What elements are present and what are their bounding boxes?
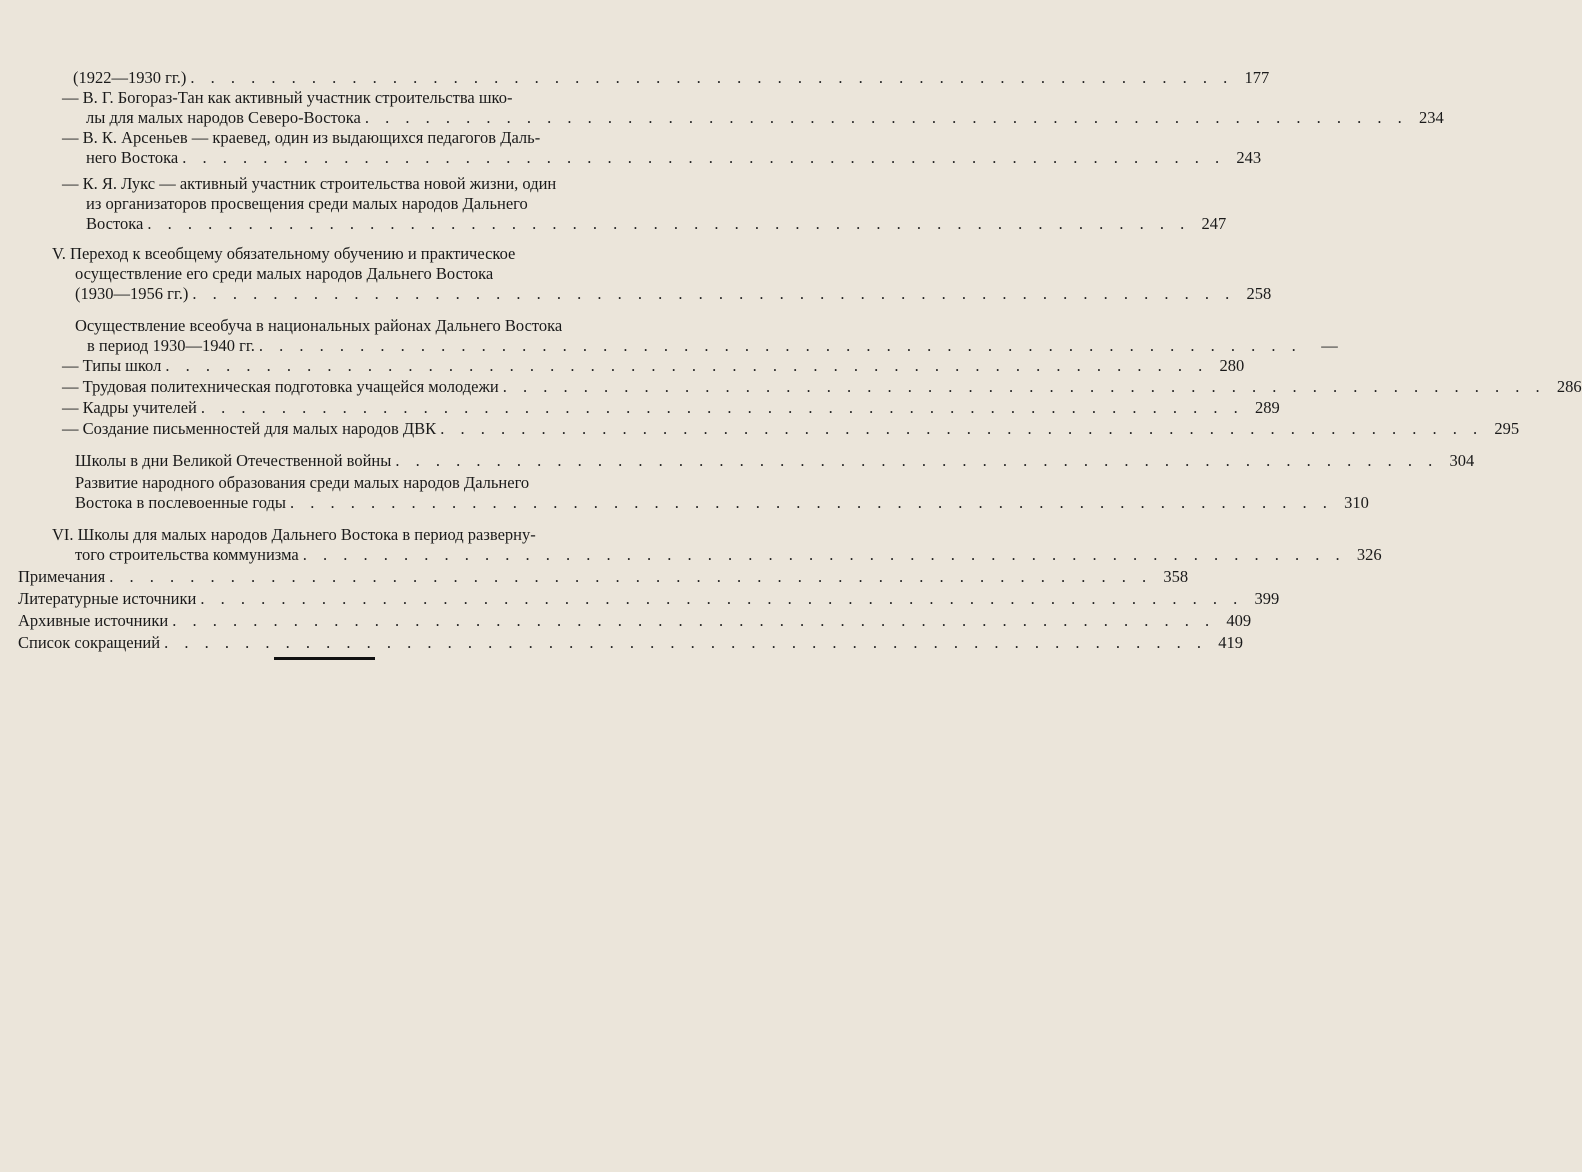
leader-dots: . . . . . . . . . . . . . . . . . . . . . . . . . . . . . . . . . . . . . . . . . . . . . . . . . . . . <box>192 284 1236 303</box>
toc-entry <box>18 589 1280 609</box>
toc-entry <box>75 316 1338 356</box>
page-number: 409 <box>1226 611 1252 630</box>
toc-entry-text: из организаторов просвещения среди малых народов Дальнего <box>86 194 528 213</box>
toc-entry <box>52 525 1382 565</box>
leader-dots: . . . . . . . . . . . . . . . . . . . . . . . . . . . . . . . . . . . . . . . . . . . . . . . . . . . . <box>258 336 1302 355</box>
toc-entry <box>18 611 1252 631</box>
toc-entry-text: — К. Я. Лукс — активный участник строительства новой жизни, один <box>62 174 557 193</box>
toc-entry-text: в период 1930—1940 гг. <box>87 336 255 355</box>
page-number: 286 <box>1556 377 1582 396</box>
page-number: 289 <box>1255 398 1280 417</box>
toc-entry <box>62 419 1520 439</box>
leader-dots: . . . . . . . . . . . . . . . . . . . . . . . . . . . . . . . . . . . . . . . . . . . . . . . . . . . . <box>200 589 1244 608</box>
toc-entry-text: — Типы школ <box>62 356 162 375</box>
toc-entry <box>18 567 1189 587</box>
toc-entry-text: осуществление его среди малых народов Дальнего Востока <box>75 264 494 283</box>
page-number: 243 <box>1236 148 1262 167</box>
toc-entry-text: — Трудовая политехническая подготовка учащейся молодежи <box>62 377 499 396</box>
page-number: 280 <box>1219 356 1245 375</box>
page-number: 419 <box>1218 633 1243 652</box>
page-number: 399 <box>1254 589 1280 608</box>
toc-entry <box>75 451 1475 471</box>
toc-entry-text: — Кадры учителей <box>62 398 197 417</box>
toc-entry-text: Архивные источники <box>18 611 169 630</box>
toc-entry-text: (1922—1930 гг.) <box>73 68 187 87</box>
toc-entry-text: (1930—1956 гг.) <box>75 284 189 303</box>
page-number: 304 <box>1449 451 1475 470</box>
leader-dots: . . . . . . . . . . . . . . . . . . . . . . . . . . . . . . . . . . . . . . . . . . . . . . . . . . . . <box>165 356 1209 375</box>
page-number: 177 <box>1244 68 1270 87</box>
toc-entry-text: — Создание письменностей для малых народов ДВК <box>62 419 437 438</box>
page-number: 258 <box>1246 284 1272 303</box>
toc-entry-text: лы для малых народов Северо-Востока <box>86 108 361 127</box>
toc-entry-text: Литературные источники <box>18 589 197 608</box>
page-number: 326 <box>1356 545 1382 564</box>
leader-dots: . . . . . . . . . . . . . . . . . . . . . . . . . . . . . . . . . . . . . . . . . . . . . . . . . . . . <box>164 633 1207 652</box>
toc-entry <box>52 244 1272 304</box>
leader-dots: . . . . . . . . . . . . . . . . . . . . . . . . . . . . . . . . . . . . . . . . . . . . . . . . . . . . <box>190 68 1234 87</box>
page-number: 310 <box>1344 493 1369 512</box>
toc-entry-text: Осуществление всеобуча в национальных районах Дальнего Востока <box>75 316 563 335</box>
leader-dots: . . . . . . . . . . . . . . . . . . . . . . . . . . . . . . . . . . . . . . . . . . . . . . . . . . . . <box>364 108 1408 127</box>
leader-dots: . . . . . . . . . . . . . . . . . . . . . . . . . . . . . . . . . . . . . . . . . . . . . . . . . . . . <box>440 419 1484 438</box>
toc-entry-text: Востока в послевоенные годы <box>75 493 286 512</box>
toc-entry-text: V. Переход к всеобщему обязательному обучению и практическое <box>52 244 516 263</box>
table-of-contents <box>0 68 1582 653</box>
page-number: — <box>1321 336 1338 355</box>
toc-entry <box>62 356 1245 376</box>
toc-entry-text: него Востока <box>86 148 179 167</box>
toc-entry <box>62 88 1444 128</box>
leader-dots: . . . . . . . . . . . . . . . . . . . . . . . . . . . . . . . . . . . . . . . . . . . . . . . . . . . . <box>172 611 1216 630</box>
leader-dots: . . . . . . . . . . . . . . . . . . . . . . . . . . . . . . . . . . . . . . . . . . . . . . . . . . . . <box>302 545 1346 564</box>
page-number: 358 <box>1163 567 1189 586</box>
toc-entry <box>62 377 1582 397</box>
toc-entry <box>75 473 1369 513</box>
toc-entry-text: Востока <box>86 214 144 233</box>
toc-entry-text: VI. Школы для малых народов Дальнего Востока в период разверну- <box>52 525 536 544</box>
leader-dots: . . . . . . . . . . . . . . . . . . . . . . . . . . . . . . . . . . . . . . . . . . . . . . . . . . . . <box>109 567 1153 586</box>
toc-entry <box>62 174 1227 234</box>
leader-dots: . . . . . . . . . . . . . . . . . . . . . . . . . . . . . . . . . . . . . . . . . . . . . . . . . . . . <box>200 398 1244 417</box>
toc-entry-text: Развитие народного образования среди малых народов Дальнего <box>75 473 530 492</box>
leader-dots: . . . . . . . . . . . . . . . . . . . . . . . . . . . . . . . . . . . . . . . . . . . . . . . . . . . . <box>182 148 1226 167</box>
toc-entry-text: Школы в дни Великой Отечественной войны <box>75 451 392 470</box>
leader-dots: . . . . . . . . . . . . . . . . . . . . . . . . . . . . . . . . . . . . . . . . . . . . . . . . . . . . <box>395 451 1439 470</box>
toc-entry-text: Примечания <box>18 567 106 586</box>
page-number: 247 <box>1201 214 1227 233</box>
toc-entry-text: — В. К. Арсеньев — краевед, один из выдающихся педагогов Даль- <box>62 128 541 147</box>
toc-entry-text: — В. Г. Богораз-Тан как активный участник строительства шко- <box>62 88 513 107</box>
toc-entry <box>73 68 1270 88</box>
leader-dots: . . . . . . . . . . . . . . . . . . . . . . . . . . . . . . . . . . . . . . . . . . . . . . . . . . . . <box>290 493 1333 512</box>
toc-entry <box>18 633 1243 653</box>
leader-dots: . . . . . . . . . . . . . . . . . . . . . . . . . . . . . . . . . . . . . . . . . . . . . . . . . . . . <box>502 377 1546 396</box>
page-number: 234 <box>1419 108 1444 127</box>
toc-entry <box>62 398 1280 418</box>
toc-entry-text: того строительства коммунизма <box>75 545 299 564</box>
horizontal-rule <box>274 657 375 660</box>
leader-dots: . . . . . . . . . . . . . . . . . . . . . . . . . . . . . . . . . . . . . . . . . . . . . . . . . . . . <box>147 214 1191 233</box>
toc-entry-text: Список сокращений <box>18 633 161 652</box>
page-number: 295 <box>1494 419 1520 438</box>
toc-entry <box>62 128 1262 168</box>
